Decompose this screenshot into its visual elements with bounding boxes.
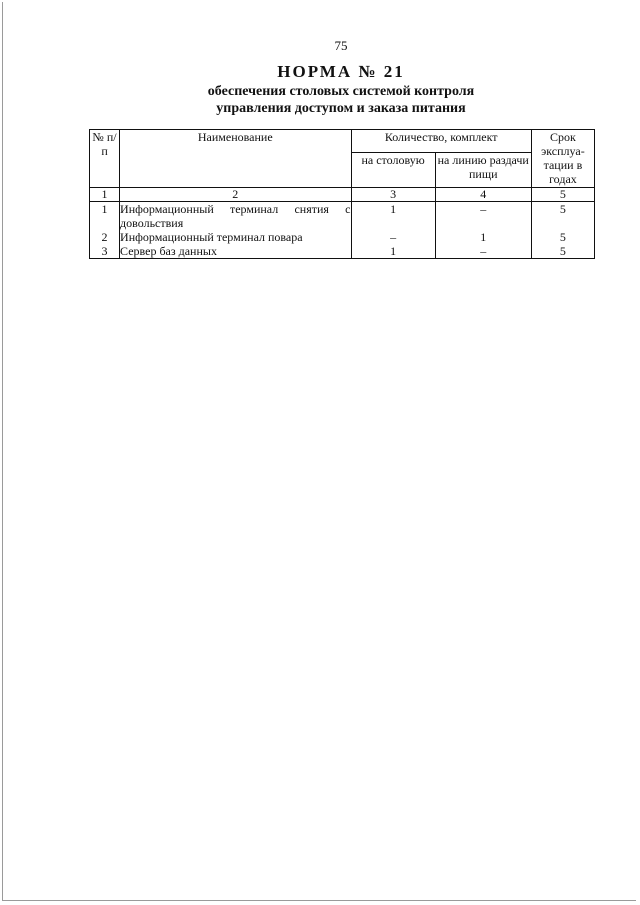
row-qty-line: – bbox=[435, 202, 531, 231]
document-subtitle-line-2: управления доступом и заказа питания bbox=[216, 101, 466, 116]
page-number: 75 bbox=[334, 38, 348, 53]
row-qty-canteen: 1 bbox=[351, 202, 435, 231]
header-quantity: Количество, комплект bbox=[351, 130, 531, 153]
row-name: Сервер баз данных bbox=[120, 244, 351, 259]
header-term: Срок эксплуа-тации в годах bbox=[531, 130, 594, 188]
row-qty-canteen: 1 bbox=[351, 244, 435, 259]
column-number: 2 bbox=[120, 188, 351, 202]
row-qty-line: 1 bbox=[435, 230, 531, 244]
row-number: 3 bbox=[90, 244, 120, 259]
header-name: Наименование bbox=[120, 130, 351, 188]
header-number-label: № п/п bbox=[92, 130, 117, 158]
row-term: 5 bbox=[531, 244, 594, 259]
row-number: 1 bbox=[90, 202, 120, 231]
header-number bbox=[90, 130, 120, 188]
document-title: НОРМА № 21 bbox=[277, 62, 405, 81]
column-number: 5 bbox=[531, 188, 594, 202]
row-qty-canteen: – bbox=[351, 230, 435, 244]
row-term: 5 bbox=[531, 230, 594, 244]
header-qty-line: на линию раздачи пищи bbox=[435, 153, 531, 188]
table-row bbox=[90, 230, 595, 244]
table-row bbox=[90, 244, 595, 259]
column-number: 4 bbox=[435, 188, 531, 202]
table-row bbox=[90, 202, 595, 231]
row-number: 2 bbox=[90, 230, 120, 244]
row-name: Информационный терминал повара bbox=[120, 230, 351, 244]
header-qty-canteen: на столовую bbox=[351, 153, 435, 188]
row-qty-line: – bbox=[435, 244, 531, 259]
row-name: Информационный терминал снятия с довольствия bbox=[120, 202, 351, 230]
column-number: 3 bbox=[351, 188, 435, 202]
column-number: 1 bbox=[90, 188, 120, 202]
document-subtitle-line-1: обеспечения столовых системой контроля bbox=[207, 84, 475, 99]
norm-table bbox=[89, 129, 595, 259]
row-term: 5 bbox=[531, 202, 594, 231]
